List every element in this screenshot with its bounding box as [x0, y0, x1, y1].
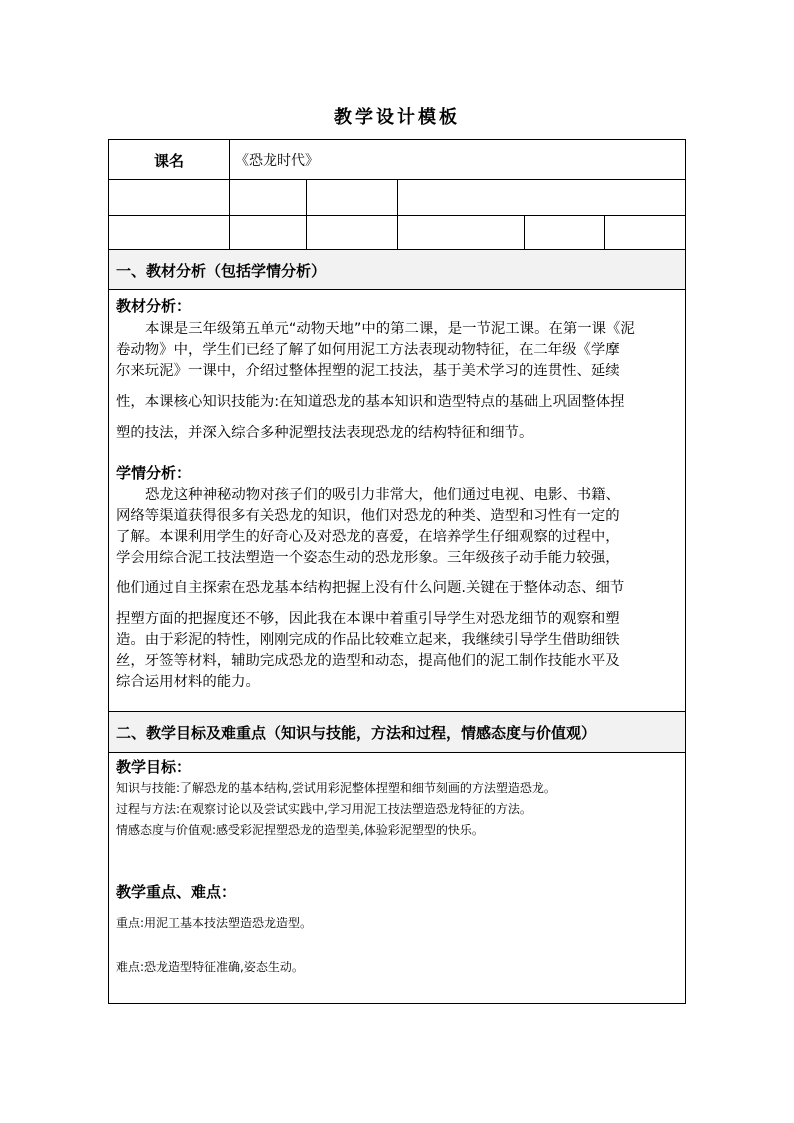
student-analysis-line: 网络等渠道获得很多有关恐龙的知识，他们对恐龙的种类、造型和习性有一定的	[116, 508, 620, 524]
student-analysis-line: 造。由于彩泥的特性，刚刚完成的作品比较难立起来，我继续引导学生借助细铁	[116, 632, 620, 648]
objective-line: 过程与方法:在观察讨论以及尝试实践中,学习用泥工技法塑造恐龙特征的方法。	[116, 802, 532, 816]
row-divider	[108, 711, 686, 712]
objective-line: 情感态度与价值观:感受彩泥捏塑恐龙的造型美,体验彩泥塑型的快乐。	[116, 823, 484, 837]
course-name-label: 课名	[153, 152, 184, 170]
section2-heading: 二、教学目标及难重点（知识与技能，方法和过程，情感态度与价值观）	[116, 724, 597, 742]
keypoints-title: 教学重点、难点：	[116, 883, 237, 901]
textbook-analysis-line: 本课是三年级第五单元“动物天地”中的第二课，是一节泥工课。在第一课《泥	[145, 321, 635, 337]
section1-heading: 一、教材分析（包括学情分析）	[116, 262, 327, 280]
column-divider	[397, 179, 398, 249]
column-divider	[229, 139, 230, 249]
textbook-analysis-line: 卷动物》中，学生们已经了解了如何用泥工方法表现动物特征，在二年级《学摩	[116, 342, 620, 358]
course-name-value: 《恐龙时代》	[235, 153, 319, 169]
student-analysis-title: 学情分析：	[116, 464, 192, 482]
objective-line: 知识与技能:了解恐龙的基本结构,尝试用彩泥整体捏塑和细节刻画的方法塑造恐龙。	[116, 781, 556, 795]
textbook-analysis-line: 性，本课核心知识技能为:在知道恐龙的基本知识和造型特点的基础上巩固整体捏	[116, 394, 625, 410]
student-analysis-line: 学会用综合泥工技法塑造一个姿态生动的恐龙形象。三年级孩子动手能力较强，	[116, 550, 620, 566]
textbook-analysis-line: 尔来玩泥》一课中，介绍过整体捏塑的泥工技法，基于美术学习的连贯性、延续	[116, 363, 620, 379]
difficulty-line: 难点:恐龙造型特征准确,姿态生动。	[116, 960, 304, 974]
column-divider	[306, 179, 307, 249]
student-analysis-line: 捏塑方面的把握度还不够，因此我在本课中着重引导学生对恐龙细节的观察和塑	[116, 611, 620, 627]
column-divider	[604, 215, 605, 249]
column-divider	[524, 215, 525, 249]
textbook-analysis-line: 塑的技法，并深入综合多种泥塑技法表现恐龙的结构特征和细节。	[116, 425, 534, 441]
student-analysis-line: 了解。本课利用学生的好奇心及对恐龙的喜爱，在培养学生仔细观察的过程中，	[116, 529, 620, 545]
row-divider	[108, 289, 686, 290]
textbook-analysis-title: 教材分析：	[116, 297, 192, 315]
row-divider	[108, 752, 686, 753]
document-title: 教学设计模板	[334, 107, 460, 128]
objectives-title: 教学目标：	[116, 758, 192, 776]
row-divider	[108, 249, 686, 250]
student-analysis-line: 综合运用材料的能力。	[116, 674, 260, 690]
student-analysis-line: 丝，牙签等材料，辅助完成恐龙的造型和动态，提高他们的泥工制作技能水平及	[116, 653, 620, 669]
key-point-line: 重点:用泥工基本技法塑造恐龙造型。	[116, 916, 313, 930]
student-analysis-line: 恐龙这种神秘动物对孩子们的吸引力非常大，他们通过电视、电影、书籍、	[145, 487, 620, 503]
student-analysis-line: 他们通过自主探索在恐龙基本结构把握上没有什么问题.关键在于整体动态、细节	[116, 580, 625, 596]
